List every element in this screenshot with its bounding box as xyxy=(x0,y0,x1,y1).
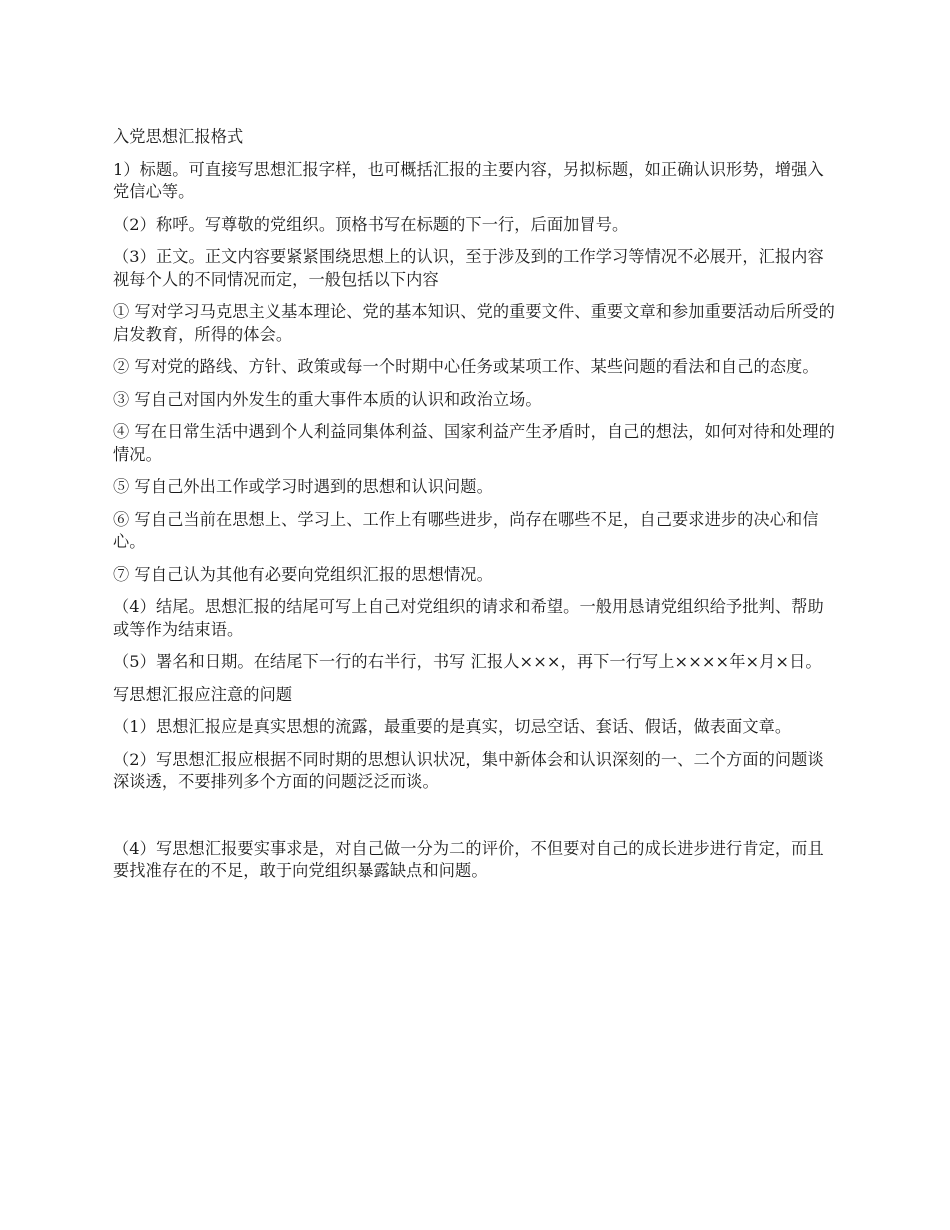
list-item-2: ② 写对党的路线、方针、政策或每一个时期中心任务或某项工作、某些问题的看法和自己的态度。 xyxy=(113,357,819,376)
blank-gap xyxy=(113,804,835,838)
document-title: 入党思想汇报格式 xyxy=(113,127,244,146)
list-item-6: ⑥ 写自己当前在思想上、学习上、工作上有哪些进步，尚存在哪些不足，自己要求进步的决心和信心。 xyxy=(113,509,819,551)
section-heading: 写思想汇报应注意的问题 xyxy=(113,684,293,704)
note-1: （1）思想汇报应是真实思想的流露，最重要的是真实，切忌空话、套话、假话，做表面文章。 xyxy=(113,717,792,736)
paragraph-salutation-rule: （2）称呼。写尊敬的党组织。顶格书写在标题的下一行，后面加冒号。 xyxy=(113,214,629,234)
list-item-3: ③ 写自己对国内外发生的重大事件本质的认识和政治立场。 xyxy=(113,389,542,409)
list-item-7: ⑦ 写自己认为其他有必要向党组织汇报的思想情况。 xyxy=(113,564,493,584)
paragraph-body-rule: （3）正文。正文内容要紧紧围绕思想上的认识，至于涉及到的工作学习等情况不必展开，汇报内容视每个人的不同情况而定，一般包括以下内容 xyxy=(113,247,824,289)
paragraph-title-rule: 1）标题。可直接写思想汇报字样，也可概括汇报的主要内容，另拟标题，如正确认识形势，增强入党信心等。 xyxy=(113,159,824,201)
list-item-5: ⑤ 写自己外出工作或学习时遇到的思想和认识问题。 xyxy=(113,477,493,496)
list-item-4: ④ 写在日常生活中遇到个人利益同集体利益、国家利益产生矛盾时，自己的想法，如何对待和处理的情况。 xyxy=(113,422,835,464)
note-4: （4）写思想汇报要实事求是，对自己做一分为二的评价，不但要对自己的成长进步进行肯定，而且要找准存在的不足，敢于向党组织暴露缺点和问题。 xyxy=(113,838,824,880)
paragraph-ending-rule: （4）结尾。思想汇报的结尾可写上自己对党组织的请求和希望。一般用恳请党组织给予批判、帮助或等作为结束语。 xyxy=(113,597,824,639)
note-2: （2）写思想汇报应根据不同时期的思想认识状况，集中新体会和认识深刻的一、二个方面的问题谈深谈透，不要排列多个方面的问题泛泛而谈。 xyxy=(113,749,824,791)
list-item-1: ① 写对学习马克思主义基本理论、党的基本知识、党的重要文件、重要文章和参加重要活动后所受的启发教育，所得的体会。 xyxy=(113,302,835,344)
document-body xyxy=(113,126,835,893)
paragraph-signature-rule: （5）署名和日期。在结尾下一行的右半行，书写 汇报人×××，再下一行写上××××年×月×日。 xyxy=(113,652,822,671)
